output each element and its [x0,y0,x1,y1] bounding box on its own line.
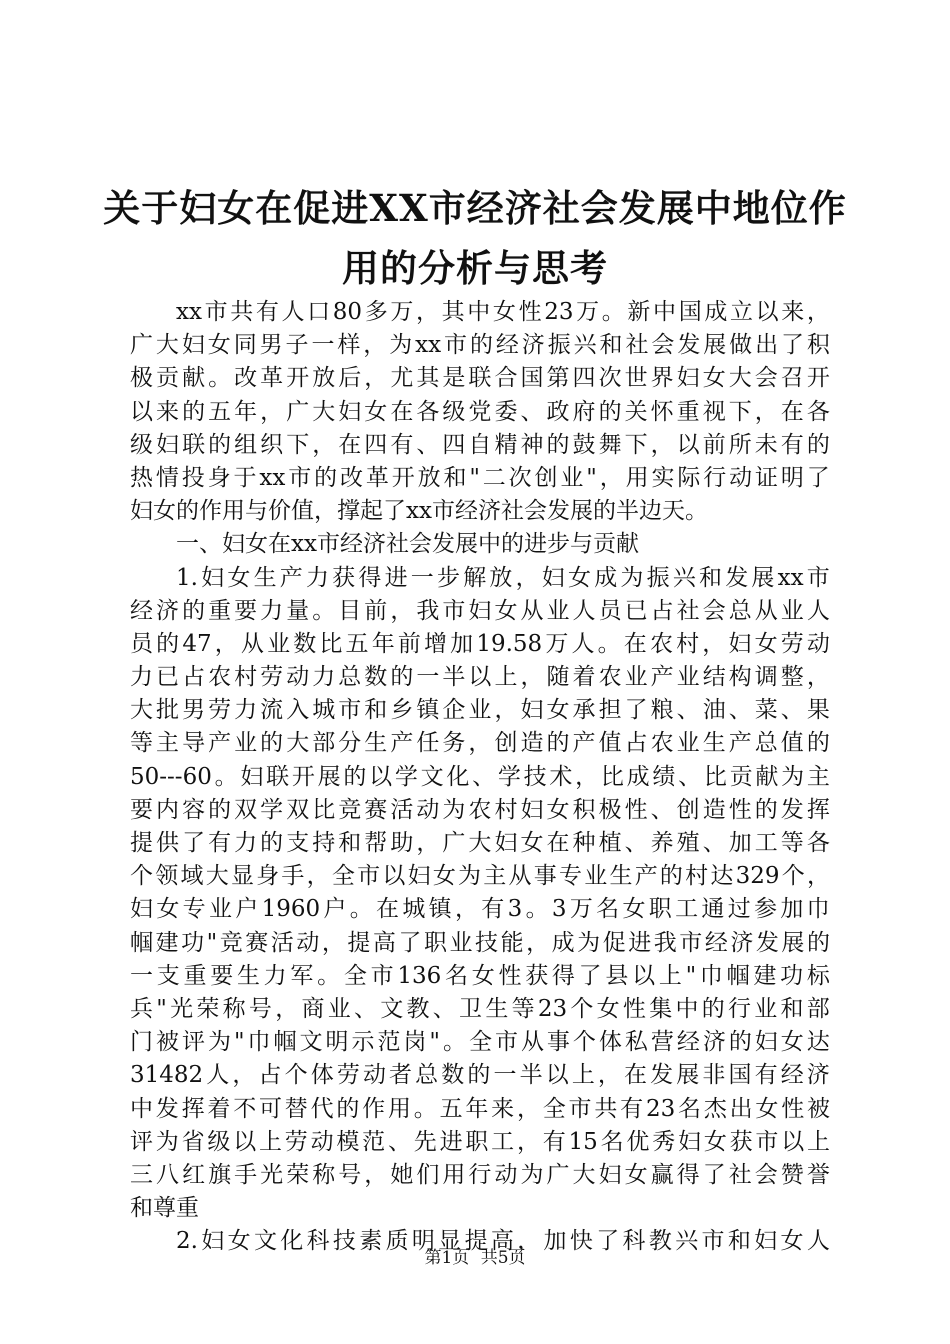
body-line: 2. 妇 女 文 化 科 技 素 质 明 显 提 高 ， 加 快 了 科 教 兴 市 和 妇 女 人 [176,1228,830,1255]
body-line: 一 支 重 要 生 力 军 。 全 市 136 名 女 性 获 得 了 县 以 上 " 巾 帼 建 功 标 [130,962,830,989]
body-line: 评 为 省 级 以 上 劳 动 模 范 、 先 进 职 工 ， 有 15 名 优 秀 妇 女 获 市 以 上 [130,1128,830,1155]
body-line: 妇 女 专 业 户 1960 户 。 在 城 镇 ， 有 3 。 3 万 名 女 职 工 通 过 参 加 巾 [130,896,830,923]
page-footer [0,1243,950,1268]
body-line: 级 妇 联 的 组 织 下 ， 在 四 有 、 四 自 精 神 的 鼓 舞 下 ， 以 前 所 未 有 的 [130,431,830,458]
document-title-line-2: 用的分析与思考 [342,246,608,290]
body-line: 广 大 妇 女 同 男 子 一 样 ， 为 xx 市 的 经 济 振 兴 和 社 会 发 展 做 出 了 积 [130,332,830,359]
body-line: 极 贡 献 。 改 革 开 放 后 ， 尤 其 是 联 合 国 第 四 次 世 界 妇 女 大 会 召 开 [130,365,830,392]
body-line: 提 供 了 有 力 的 支 持 和 帮 助 ， 广 大 妇 女 在 种 植 、 养 殖 、 加 工 等 各 [130,830,830,856]
body-line: 一、妇女在xx市经济社会发展中的进步与贡献 [176,531,639,558]
body-line: 要 内 容 的 双 学 双 比 竞 赛 活 动 为 农 村 妇 女 积 极 性 、 创 造 性 的 发 挥 [130,796,830,823]
page-total: 共5页 [480,1248,526,1268]
body-line: 热 情 投 身 于 xx 市 的 改 革 开 放 和 " 二 次 创 业 " ， 用 实 际 行 动 证 明 了 [130,464,830,491]
body-line: 50---60 。 妇 联 开 展 的 以 学 文 化 、 学 技 术 ， 比 成 绩 、 比 贡 献 为 主 [130,763,830,790]
body-line: 31482 人 ， 占 个 体 劳 动 者 总 数 的 一 半 以 上 ， 在 发 展 非 国 有 经 济 [130,1062,830,1089]
body-line: 1. 妇 女 生 产 力 获 得 进 一 步 解 放 ， 妇 女 成 为 振 兴 和 发 展 xx 市 [176,564,830,591]
body-line: 个 领 域 大 显 身 手 ， 全 市 以 妇 女 为 主 从 事 专 业 生 产 的 村 达 329 个 ， [130,863,830,890]
body-line: 以 来 的 五 年 ， 广 大 妇 女 在 各 级 党 委 、 政 府 的 关 怀 重 视 下 ， 在 各 [130,398,830,425]
body-line: 经 济 的 重 要 力 量 。 目 前 ， 我 市 妇 女 从 业 人 员 已 占 社 会 总 从 业 人 [130,597,830,624]
document-body [130,296,830,1258]
body-line: 和尊重 [130,1195,199,1222]
body-line: 力 已 占 农 村 劳 动 力 总 数 的 一 半 以 上 ， 随 着 农 业 产 业 结 构 调 整 ， [130,664,830,691]
body-line: 门 被 评 为 " 巾 帼 文 明 示 范 岗 " 。 全 市 从 事 个 体 私 营 经 济 的 妇 女 达 [130,1029,830,1056]
body-line: 中 发 挥 着 不 可 替 代 的 作 用 。 五 年 来 ， 全 市 共 有 23 名 杰 出 女 性 被 [130,1095,830,1122]
document-title-line-1: 关于妇女在促进XX市经济社会发展中地位作 [103,186,847,230]
body-line: 兵 " 光 荣 称 号 ， 商 业 、 文 教 、 卫 生 等 23 个 女 性 集 中 的 行 业 和 部 [130,995,830,1022]
body-line: 大 批 男 劳 力 流 入 城 市 和 乡 镇 企 业 ， 妇 女 承 担 了 粮 、 油 、 菜 、 果 [130,697,830,724]
body-line: 帼 建 功 " 竞 赛 活 动 ， 提 高 了 职 业 技 能 ， 成 为 促 进 我 市 经 济 发 展 的 [130,929,830,956]
body-line: 员 的 47 ， 从 业 数 比 五 年 前 增 加 19.58 万 人 。 在 农 村 ， 妇 女 劳 动 [130,630,830,657]
body-line: 三 八 红 旗 手 光 荣 称 号 ， 她 们 用 行 动 为 广 大 妇 女 赢 得 了 社 会 赞 誉 [130,1161,830,1188]
body-line: 妇女的作用与价值，撑起了xx市经济社会发展的半边天。 [130,498,708,525]
page-number: 第1页 [424,1248,470,1268]
body-line: xx 市 共 有 人 口 80 多 万 ， 其 中 女 性 23 万 。 新 中 国 成 立 以 来 ， [176,299,830,325]
body-line: 等 主 导 产 业 的 大 部 分 生 产 任 务 ， 创 造 的 产 值 占 农 业 生 产 总 值 的 [130,730,830,757]
